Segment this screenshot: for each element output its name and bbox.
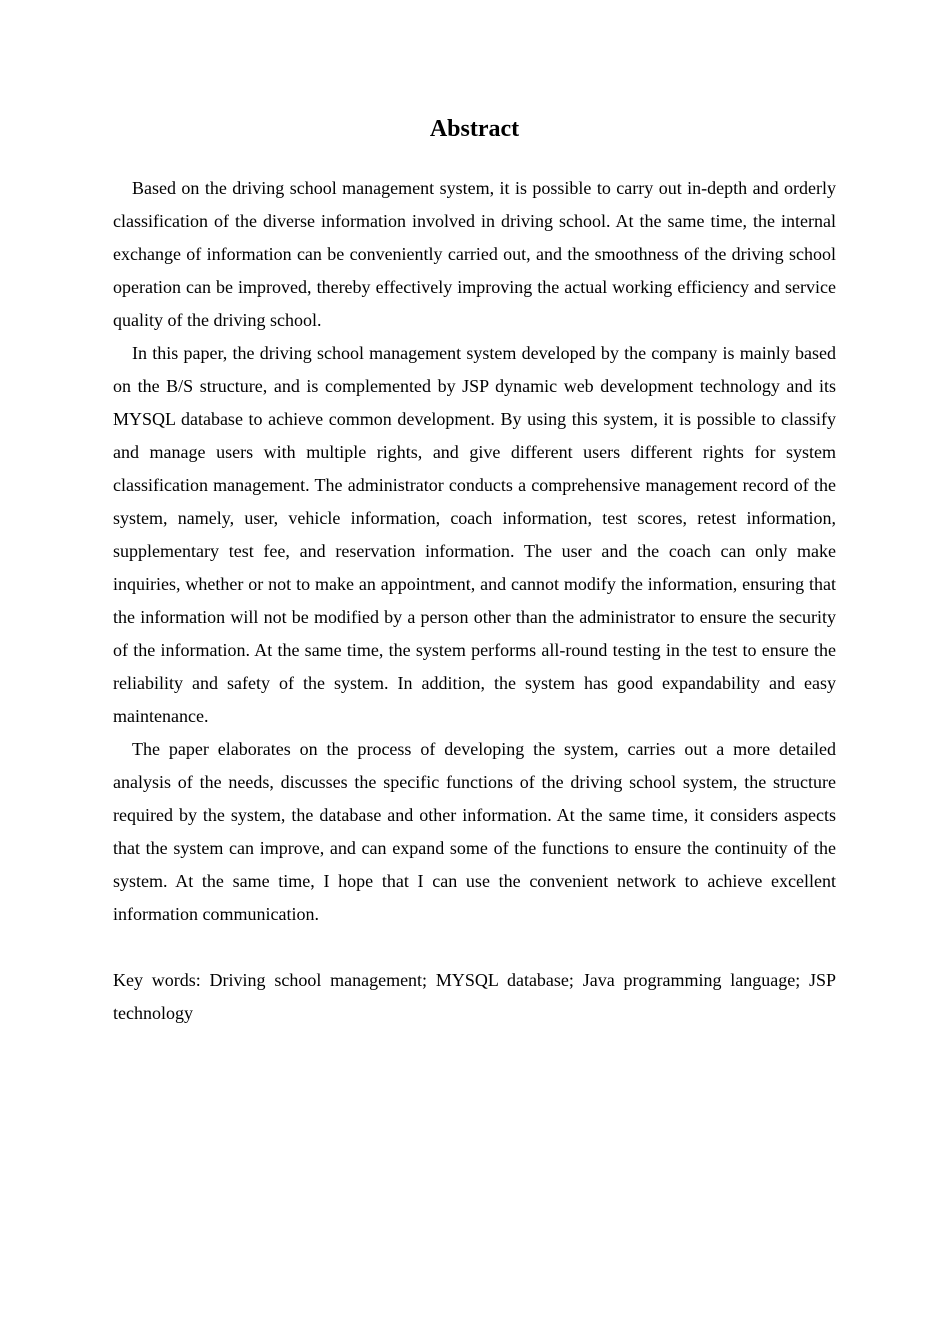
abstract-paragraph-1: Based on the driving school management system, it is possible to carry out in-depth and orderly classification of the diverse information involved in driving school. At the same time, the internal exchange of information can be conveniently carried out, and the smoothness of the driving school operation can be improved, thereby effectively improving the actual working efficiency and service quality of the driving school. <box>113 178 836 330</box>
abstract-paragraph-2: In this paper, the driving school management system developed by the company is mainly based on the B/S structure, and is complemented by JSP dynamic web development technology and its MYSQL database to achieve common development. By using this system, it is possible to classify and manage users with multiple rights, and give different users different rights for system classification management. The administrator conducts a comprehensive management record of the system, namely, user, vehicle information, coach information, test scores, retest information, supplementary test fee, and reservation information. The user and the coach can only make inquiries, whether or not to make an appointment, and cannot modify the information, ensuring that the information will not be modified by a person other than the administrator to ensure the security of the information. At the same time, the system performs all-round testing in the test to ensure the reliability and safety of the system. In addition, the system has good expandability and easy maintenance. <box>113 343 836 726</box>
abstract-title: Abstract <box>429 116 520 142</box>
keywords-line: Key words: Driving school management; MYSQL database; Java programming language; JSP technology <box>113 970 836 1023</box>
abstract-section <box>113 110 836 1030</box>
abstract-paragraph-3: The paper elaborates on the process of developing the system, carries out a more detailed analysis of the needs, discusses the specific functions of the driving school system, the structure required by the system, the database and other information. At the same time, it considers aspects that the system can improve, and can expand some of the functions to ensure the continuity of the system. At the same time, I hope that I can use the convenient network to achieve excellent information communication. <box>113 739 836 924</box>
